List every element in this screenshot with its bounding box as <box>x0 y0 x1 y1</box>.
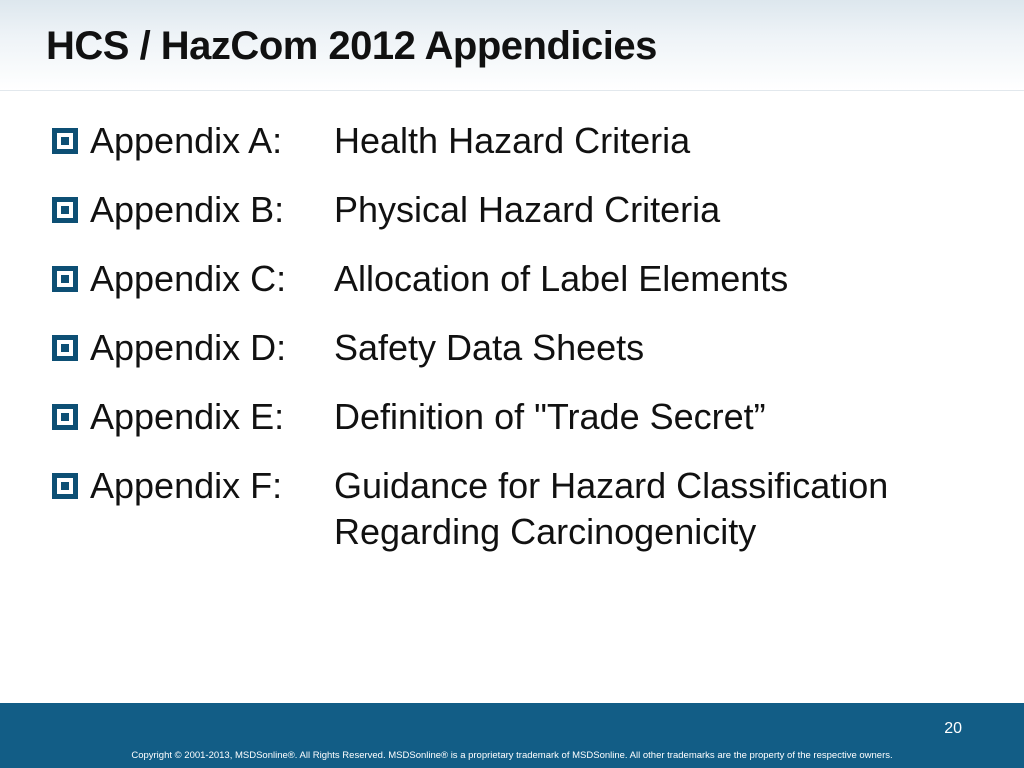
square-bullet-icon <box>52 197 78 223</box>
square-bullet-icon <box>52 128 78 154</box>
appendix-description: Health Hazard Criteria <box>334 120 691 161</box>
page-number: 20 <box>944 720 962 737</box>
square-bullet-icon <box>52 266 78 292</box>
appendix-description: Allocation of Label Elements <box>334 258 789 299</box>
appendix-item-f <box>52 463 1012 555</box>
square-bullet-icon <box>52 404 78 430</box>
footer-bar <box>0 703 1024 768</box>
appendix-item-b <box>52 187 1012 233</box>
appendix-description: Guidance for Hazard Classification Regarding Carcinogenicity <box>334 465 889 552</box>
appendix-item-a <box>52 118 1012 164</box>
appendix-item-d <box>52 325 1012 371</box>
appendix-item-e <box>52 394 1012 440</box>
appendix-label: Appendix F: <box>90 465 283 506</box>
copyright-notice: Copyright © 2001-2013, MSDSonline®. All Rights Reserved. MSDSonline® is a proprietary trademark of MSDSonline. All other trademarks are the property of the respective owners. <box>131 750 893 761</box>
slide-title: HCS / HazCom 2012 Appendicies <box>46 24 657 68</box>
appendix-label: Appendix A: <box>90 120 283 161</box>
square-bullet-icon <box>52 473 78 499</box>
appendix-description: Physical Hazard Criteria <box>334 189 721 230</box>
appendix-label: Appendix E: <box>90 396 285 437</box>
appendix-label: Appendix B: <box>90 189 285 230</box>
appendix-label: Appendix D: <box>90 327 287 368</box>
appendix-list <box>52 118 1012 578</box>
square-bullet-icon <box>52 335 78 361</box>
appendix-label: Appendix C: <box>90 258 287 299</box>
appendix-description: Definition of "Trade Secret” <box>334 396 766 437</box>
appendix-item-c <box>52 256 1012 302</box>
slide-header <box>0 0 1024 91</box>
appendix-description: Safety Data Sheets <box>334 327 645 368</box>
